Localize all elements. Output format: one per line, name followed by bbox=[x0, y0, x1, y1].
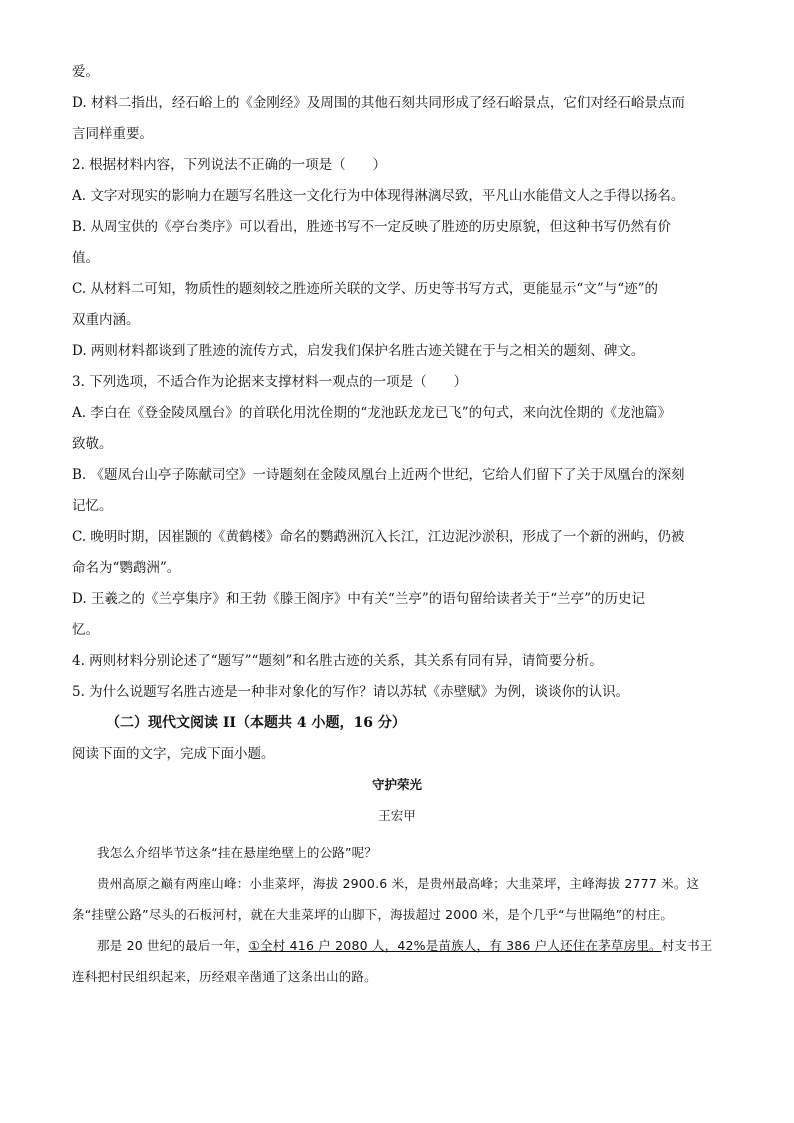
question-4: 4. 两则材料分别论述了“题写”“题刻”和名胜古迹的关系，其关系有同有异，请简要分析。 bbox=[72, 653, 603, 669]
question-2: 2. 根据材料内容，下列说法不正确的一项是（ ） bbox=[72, 157, 387, 173]
paragraph-text: 村支书王连科把村民组织起来，历经艰辛凿通了这条出山的路。 bbox=[72, 938, 713, 984]
story-paragraph bbox=[72, 930, 722, 992]
document-page bbox=[72, 62, 722, 992]
story bbox=[72, 775, 722, 992]
question-5: 5. 为什么说题写名胜古迹是一种非对象化的写作？请以苏轼《赤壁赋》为例，谈谈你的认识。 bbox=[72, 684, 630, 700]
option-c: C. 晚明时期，因崔颢的《黄鹤楼》命名的鹦鹉洲沉入长江，江边泥沙淤积，形成了一个新的洲屿，仍被 bbox=[72, 529, 685, 545]
instruction: 阅读下面的文字，完成下面小题。 bbox=[72, 746, 275, 762]
text-line: 爱。 bbox=[72, 64, 99, 80]
text-line: 忆。 bbox=[72, 622, 99, 638]
option-a: A. 李白在《登金陵凤凰台》的首联化用沈佺期的“龙池跃龙龙已飞”的句式，来向沈佺期的《龙池篇》 bbox=[72, 405, 672, 421]
text-line: 命名为“鹦鹉洲”。 bbox=[72, 560, 181, 576]
text-line: 记忆。 bbox=[72, 498, 113, 514]
option-b: B. 从周宝供的《亭台类序》可以看出，胜迹书写不一定反映了胜迹的历史原貌，但这种书写仍然有价 bbox=[72, 219, 672, 235]
section-title: （二）现代文阅读 II（本题共 4 小题，16 分） bbox=[106, 715, 406, 731]
story-title: 守护荣光 bbox=[371, 777, 422, 792]
underlined-sentence: ①全村 416 户 2080 人，42%是苗族人，有 386 户人还住在茅草房里。 bbox=[248, 938, 662, 953]
text-line: 值。 bbox=[72, 250, 99, 266]
option-b: B. 《题凤台山亭子陈献司空》一诗题刻在金陵凤凰台上近两个世纪，它给人们留下了关于凤凰台的深刻 bbox=[72, 467, 685, 483]
option-d: D. 王羲之的《兰亭集序》和王勃《滕王阁序》中有关“兰亭”的语句留给读者关于“兰亭”的历史记 bbox=[72, 591, 646, 607]
text-line: D. 材料二指出，经石峪上的《金刚经》及周围的其他石刻共同形成了经石峪景点，它们对经石峪景点而 bbox=[72, 95, 685, 111]
story-paragraph: 我怎么介绍毕节这条“挂在悬崖绝壁上的公路”呢？ bbox=[97, 845, 378, 860]
question-3: 3. 下列选项，不适合作为论据来支撑材料一观点的一项是（ ） bbox=[72, 374, 468, 390]
paragraph-text: 那是 20 世纪的最后一年， bbox=[97, 938, 249, 953]
story-paragraph: 贵州高原之巅有两座山峰：小韭菜坪，海拔 2900.6 米，是贵州最高峰；大韭菜坪，主峰海拔 2777 米。这条“挂壁公路”尽头的石板河村，就在大韭菜坪的山脚下，海拔超过 2000 米，是个几乎“与世隔绝”的村庄。 bbox=[72, 876, 700, 922]
text-line: 致敬。 bbox=[72, 436, 113, 452]
option-c: C. 从材料二可知，物质性的题刻较之胜迹所关联的文学、历史等书写方式，更能显示“文”与“迹”的 bbox=[72, 281, 659, 297]
option-a: A. 文字对现实的影响力在题写名胜这一文化行为中体现得淋漓尽致，平凡山水能借文人之手得以扬名。 bbox=[72, 188, 685, 204]
text-line: 言同样重要。 bbox=[72, 126, 153, 142]
text-line: 双重内涵。 bbox=[72, 312, 140, 328]
option-d: D. 两则材料都谈到了胜迹的流传方式，启发我们保护名胜古迹关键在于与之相关的题刻、碑文。 bbox=[72, 343, 645, 359]
story-author: 王宏甲 bbox=[378, 808, 416, 823]
